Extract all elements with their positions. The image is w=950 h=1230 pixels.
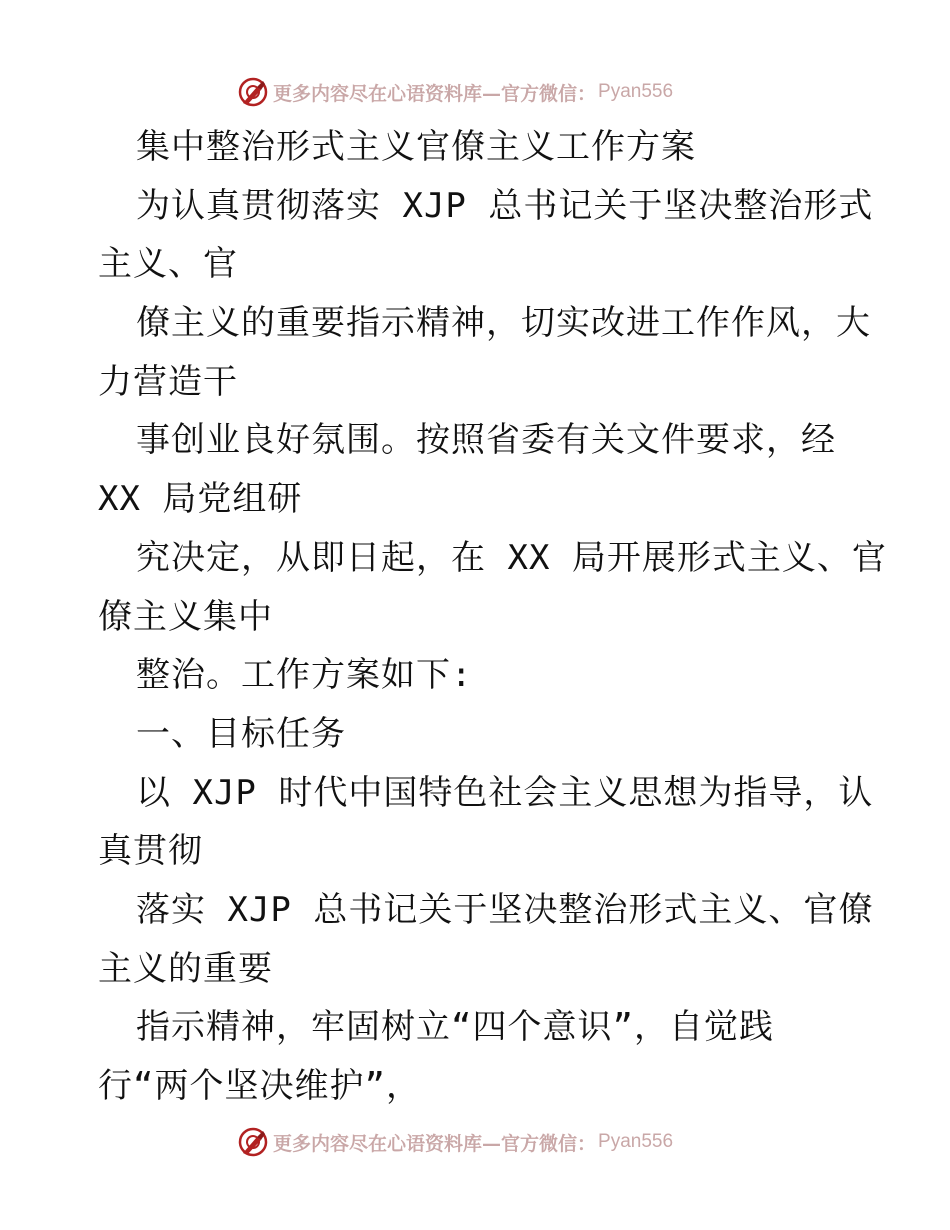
paragraph-line: 力营造干 [98,361,238,402]
header-watermark-banner [0,70,950,110]
footer-banner-content [237,1124,673,1160]
paragraph-line: 指示精神，牢固树立“四个意识”，自觉践 [136,1007,774,1048]
document-body [98,118,887,1116]
header-banner-text: 更多内容尽在心语资料库—官方微信： [273,82,597,105]
paragraph-line: 主义的重要 [98,948,273,989]
paragraph-line: 僚主义的重要指示精神，切实改进工作作风，大 [136,303,871,344]
paragraph-line: 以 XJP 时代中国特色社会主义思想为指导，认 [136,772,874,813]
section-heading: 一、目标任务 [136,713,346,754]
header-banner-id: Pyan556 [598,81,674,102]
paragraph-line: 行“两个坚决维护”， [98,1066,421,1106]
document-title: 集中整治形式主义官僚主义工作方案 [136,127,696,167]
paragraph-line: 为认真贯彻落实 XJP 总书记关于坚决整治形式 [136,185,874,226]
paragraph-line: 整治。工作方案如下: [136,655,473,696]
paragraph-line: 事创业良好氛围。按照省委有关文件要求，经 [136,420,836,461]
paragraph-line: 究决定，从即日起，在 XX 局开展形式主义、官 [136,537,887,578]
pen-logo-icon [237,1126,269,1158]
header-banner-content [237,74,673,110]
footer-banner-id: Pyan556 [598,1131,674,1152]
paragraph-line: 真贯彻 [98,831,203,872]
paragraph-line: 僚主义集中 [98,596,273,637]
paragraph-line: XX 局党组研 [98,479,303,520]
paragraph-line: 落实 XJP 总书记关于坚决整治形式主义、官僚 [136,889,874,930]
pen-logo-icon [237,76,269,108]
footer-watermark-banner [0,1120,950,1160]
paragraph-line: 主义、官 [98,244,238,285]
footer-banner-text: 更多内容尽在心语资料库—官方微信： [273,1132,597,1155]
